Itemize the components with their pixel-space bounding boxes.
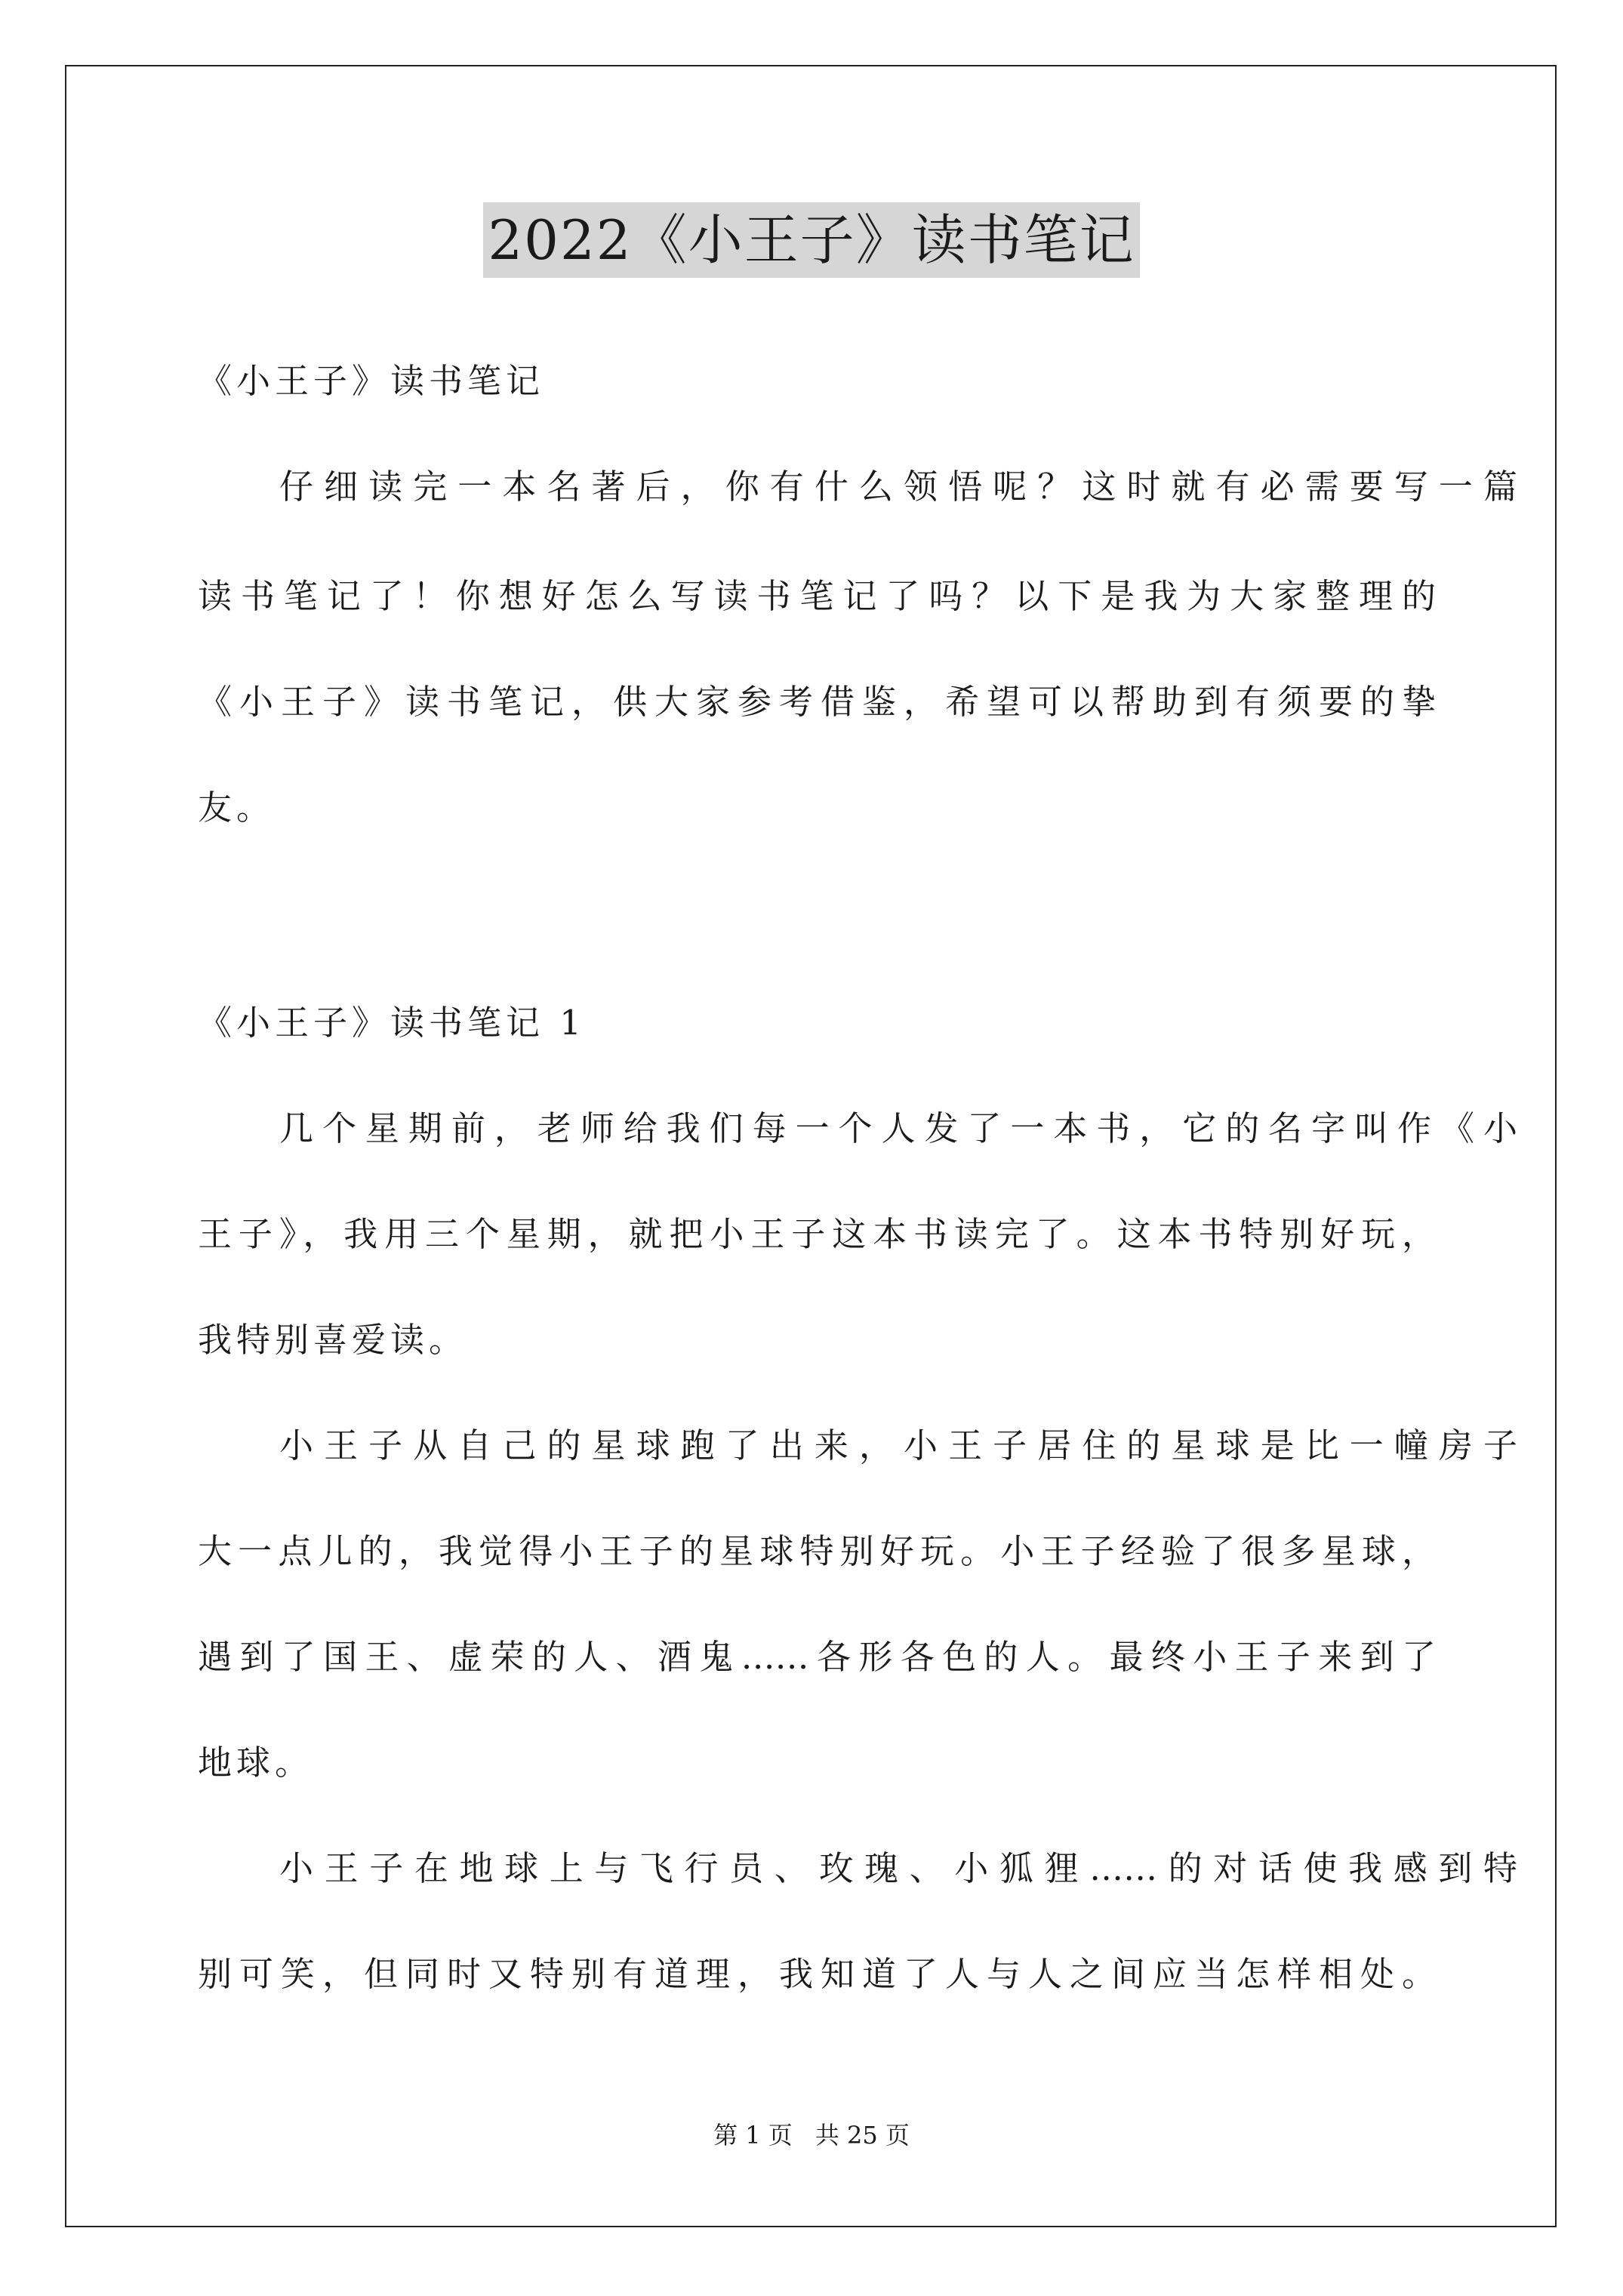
para2-line-3: 遇到了国王、虚荣的人、酒鬼……各形各色的人。最终小王子来到了	[198, 1637, 1436, 1677]
para2-line-4: 地球。	[198, 1743, 314, 1783]
page-total: 共 25 页	[815, 2121, 910, 2150]
intro-heading: 《小王子》读书笔记	[198, 361, 545, 401]
para2-line-2: 大一点儿的，我觉得小王子的星球特别好玩。小王子经验了很多星球，	[198, 1531, 1436, 1571]
page-footer	[0, 2120, 1623, 2150]
para3-line-2: 别可笑，但同时又特别有道理，我知道了人与人之间应当怎样相处。	[198, 1954, 1436, 1994]
para1-line-2: 王子》，我用三个星期，就把小王子这本书读完了。这本书特别好玩，	[198, 1214, 1436, 1254]
para3-line-1: 小王子在地球上与飞行员、玫瑰、小狐狸……的对话使我感到特	[279, 1848, 1517, 1888]
title-container	[0, 202, 1623, 278]
page-number: 第 1 页	[713, 2121, 793, 2150]
section1-heading: 《小王子》读书笔记 1	[198, 1003, 586, 1043]
intro-line-1: 仔细读完一本名著后，你有什么领悟呢？这时就有必需要写一篇	[279, 467, 1517, 507]
intro-line-3: 《小王子》读书笔记，供大家参考借鉴，希望可以帮助到有须要的挚	[198, 682, 1436, 722]
para1-line-1: 几个星期前，老师给我们每一个人发了一本书，它的名字叫作《小	[279, 1108, 1517, 1148]
intro-line-4: 友。	[198, 787, 276, 827]
intro-line-2: 读书笔记了！你想好怎么写读书笔记了吗？以下是我为大家整理的	[198, 576, 1436, 616]
document-title: 2022《小王子》读书笔记	[483, 202, 1139, 278]
para2-line-1: 小王子从自己的星球跑了出来，小王子居住的星球是比一幢房子	[279, 1425, 1517, 1465]
para1-line-3: 我特别喜爱读。	[198, 1320, 468, 1360]
